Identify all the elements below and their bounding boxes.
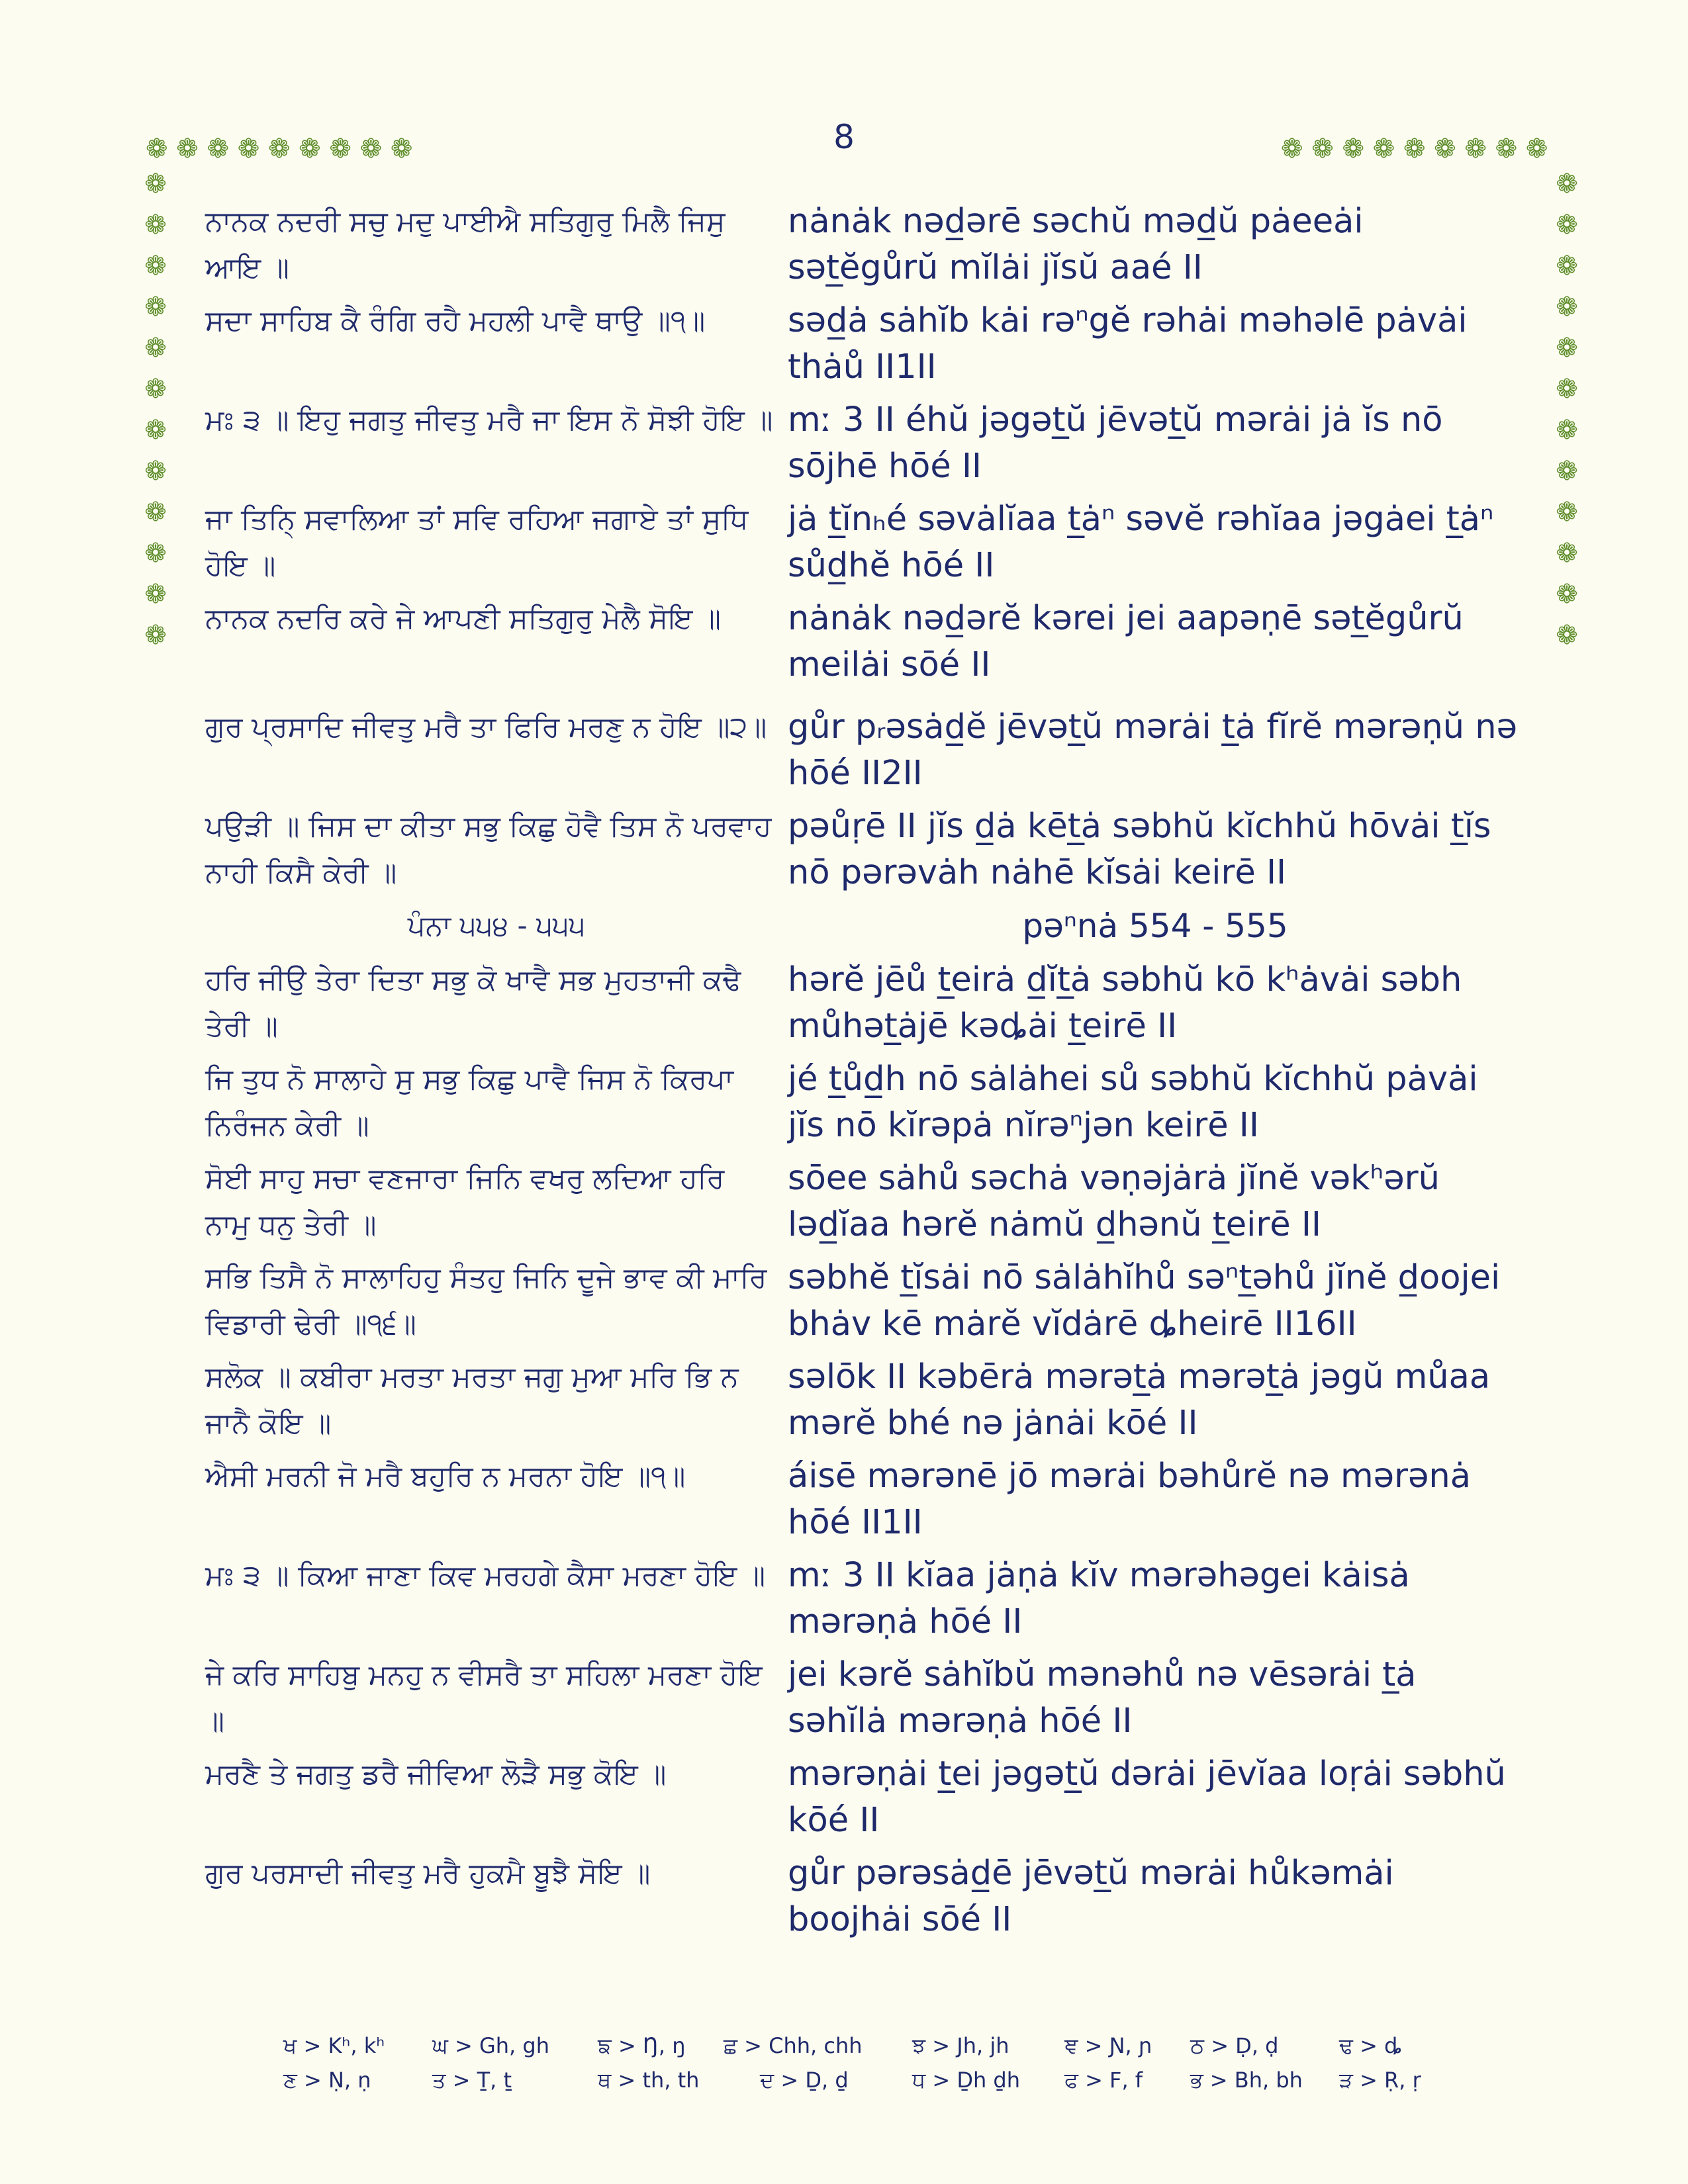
flower-icon: ❁ bbox=[144, 251, 167, 281]
legend-entry: ਦ > Ḏ, ḏ bbox=[760, 2068, 849, 2093]
flower-icon: ❁ bbox=[1372, 134, 1395, 164]
verse-gurmukhi: ਗੁਰ ਪ੍ਰਸਾਦਿ ਜੀਵਤੁ ਮਰੈ ਤਾ ਫਿਰਿ ਮਰਣੁ ਨ ਹੋਇ ॥੨॥ bbox=[205, 711, 767, 744]
flower-icon: ❁ bbox=[1403, 134, 1426, 164]
verse-gurmukhi: ਗੁਰ ਪਰਸਾਦੀ ਜੀਵਤੁ ਮਰੈ ਹੁਕਮੈ ਬੂਝੈ ਸੋਇ ॥ bbox=[205, 1857, 651, 1890]
verse-transliteration: pəůṛē II jĭs d̲ȧ kēt̲ȧ səbhŭ kĭchhŭ hōvȧi t̲ĭs nō pərəvȧh nȧhē kĭsȧi keirē II bbox=[788, 807, 1491, 892]
verse-row bbox=[205, 1751, 1523, 1844]
flower-icon: ❁ bbox=[144, 620, 167, 651]
flower-ornament-top-left bbox=[146, 136, 412, 162]
verse-row bbox=[205, 1553, 1523, 1645]
flower-icon: ❁ bbox=[144, 374, 167, 404]
verse-transliteration: jé t̲ůd̲h nō sȧlȧhei sů səbhŭ kĭchhŭ pȧvȧi jĭs nō kĭrəpȧ nĭrəⁿjən keirē II bbox=[788, 1060, 1478, 1145]
verse-gurmukhi: ਸਦਾ ਸਾਹਿਬ ਕੈ ਰੰਗਿ ਰਹੈ ਮਹਲੀ ਪਾਵੈ ਥਾਉ ॥੧॥ bbox=[205, 304, 706, 338]
flower-icon: ❁ bbox=[1556, 538, 1578, 569]
verse-transliteration: hərĕ jēů t̲eirȧ d̲ĭt̲ȧ səbhŭ kō kʰȧvȧi səbh můhət̲ȧjē kəȡȧi t̲eirē II bbox=[788, 960, 1462, 1046]
legend-entry: ਢ > ȡ bbox=[1339, 2033, 1402, 2058]
flower-icon: ❁ bbox=[144, 333, 167, 363]
flower-icon: ❁ bbox=[1556, 415, 1578, 445]
transliteration-legend bbox=[283, 2028, 1438, 2097]
legend-entry: ਞ > Ɲ, ɲ bbox=[1064, 2033, 1152, 2058]
legend-entry: ਫ > F, f bbox=[1064, 2068, 1143, 2093]
verse-row bbox=[205, 1354, 1523, 1447]
flower-icon: ❁ bbox=[1342, 134, 1364, 164]
verse-row bbox=[205, 1453, 1523, 1546]
verse-gurmukhi: ਸੋਈ ਸਾਹੁ ਸਚਾ ਵਣਜਾਰਾ ਜਿਨਿ ਵਖਰੁ ਲਦਿਆ ਹਰਿ ਨਾਮੁ ਧਨੁ ਤੇਰੀ ॥ bbox=[205, 1162, 725, 1242]
verse-gurmukhi: ਮਃ ੩ ॥ ਕਿਆ ਜਾਣਾ ਕਿਵ ਮਰਹਗੇ ਕੈਸਾ ਮਰਣਾ ਹੋਇ ॥ bbox=[205, 1559, 766, 1592]
verse-gurmukhi: ਜੇ ਕਰਿ ਸਾਹਿਬੁ ਮਨਹੁ ਨ ਵੀਸਰੈ ਤਾ ਸਹਿਲਾ ਮਰਣਾ ਹੋਇ ॥ bbox=[205, 1659, 763, 1738]
flower-icon: ❁ bbox=[1464, 134, 1487, 164]
legend-entry: ਥ > th, th bbox=[598, 2068, 700, 2093]
flower-icon: ❁ bbox=[267, 134, 291, 164]
verse-row bbox=[205, 1255, 1523, 1347]
verse-transliteration: səbhĕ t̲ĭsȧi nō sȧlȧhĭhů səⁿt̲əhů jĭnĕ d̲oojei bhȧv kē mȧrĕ vĭdȧrē ȡheirē II16II bbox=[788, 1258, 1501, 1343]
flower-icon: ❁ bbox=[144, 169, 167, 199]
verse-gurmukhi: ਜਿ ਤੁਧ ਨੋ ਸਾਲਾਹੇ ਸੁ ਸਭੁ ਕਿਛੁ ਪਾਵੈ ਜਿਸ ਨੋ ਕਿਰਪਾ ਨਿਰੰਜਨ ਕੇਰੀ ॥ bbox=[205, 1063, 734, 1142]
verse-row bbox=[205, 199, 1523, 291]
flower-icon: ❁ bbox=[237, 134, 260, 164]
verse-transliteration: nȧnȧk nəd̲ərĕ kərei jei aapəṇē sət̲ĕgůrŭ meilȧi sōé II bbox=[788, 599, 1464, 684]
verse-row bbox=[205, 1156, 1523, 1248]
verse-row bbox=[205, 1056, 1523, 1149]
verse-gurmukhi: ਨਾਨਕ ਨਦਰੀ ਸਚੁ ਮਦੁ ਪਾਈਐ ਸਤਿਗੁਰੁ ਮਿਲੈ ਜਿਸੁ ਆਇ ॥ bbox=[205, 205, 726, 285]
verse-gurmukhi: ਜਾ ਤਿਨਿ੍ ਸਵਾਲਿਆ ਤਾਂ ਸਵਿ ਰਹਿਆ ਜਗਾਏ ਤਾਂ ਸੁਧਿ ਹੋਇ ॥ bbox=[205, 503, 749, 582]
legend-entry: ਘ > Gh, gh bbox=[432, 2033, 549, 2058]
flower-icon: ❁ bbox=[1311, 134, 1334, 164]
flower-icon: ❁ bbox=[1556, 620, 1578, 651]
verse-transliteration: gůr pərəsȧd̲ē jēvət̲ŭ mərȧi hůkəmȧi boojhȧi sōé II bbox=[788, 1854, 1394, 1939]
flower-icon: ❁ bbox=[1556, 210, 1578, 240]
flower-icon: ❁ bbox=[207, 134, 229, 164]
flower-ornament-left-column bbox=[142, 171, 169, 663]
flower-icon: ❁ bbox=[144, 292, 167, 322]
verse-transliteration: mː 3 II éhŭ jəgət̲ŭ jēvət̲ŭ mərȧi jȧ ĭs nō sōjhē hōé II bbox=[788, 400, 1443, 486]
flower-icon: ❁ bbox=[144, 415, 167, 445]
verse-gurmukhi: ਐਸੀ ਮਰਨੀ ਜੋ ਮਰੈ ਬਹੁਰਿ ਨ ਮਰਨਾ ਹੋਇ ॥੧॥ bbox=[205, 1460, 686, 1493]
flower-icon: ❁ bbox=[1556, 251, 1578, 281]
verse-row bbox=[205, 1850, 1523, 1943]
verse-row bbox=[205, 298, 1523, 390]
legend-entry: ਧ > Ḏh ḏh bbox=[912, 2068, 1021, 2093]
verse-gurmukhi: ਨਾਨਕ ਨਦਰਿ ਕਰੇ ਜੇ ਆਪਣੀ ਸਤਿਗੁਰੁ ਮੇਲੈ ਸੋਇ ॥ bbox=[205, 602, 722, 635]
flower-ornament-top-right bbox=[1281, 136, 1548, 162]
legend-entry: ਠ > Ḍ, ḍ bbox=[1190, 2033, 1279, 2058]
flower-icon: ❁ bbox=[144, 210, 167, 240]
verse-row bbox=[205, 803, 1523, 896]
flower-icon: ❁ bbox=[1556, 497, 1578, 527]
verse-transliteration: áisē mərənē jō mərȧi bəhůrĕ nə mərənȧ hōé II1II bbox=[788, 1457, 1471, 1542]
legend-row bbox=[283, 2063, 1438, 2097]
flower-icon: ❁ bbox=[1556, 579, 1578, 610]
flower-icon: ❁ bbox=[144, 497, 167, 527]
page-range-heading bbox=[205, 903, 1523, 949]
flower-icon: ❁ bbox=[1556, 456, 1578, 486]
legend-row bbox=[283, 2028, 1438, 2063]
flower-icon: ❁ bbox=[329, 134, 352, 164]
legend-entry: ਛ > Chh, chh bbox=[724, 2033, 863, 2058]
flower-icon: ❁ bbox=[1281, 134, 1303, 164]
page-range-transliteration: pəⁿnȧ 554 - 555 bbox=[1022, 907, 1288, 945]
verse-row bbox=[205, 596, 1523, 688]
flower-icon: ❁ bbox=[1556, 333, 1578, 363]
legend-entry: ੜ > Ṛ, ṛ bbox=[1339, 2068, 1421, 2093]
flower-icon: ❁ bbox=[1495, 134, 1518, 164]
verse-transliteration: gůr pᵣəsȧd̲ĕ jēvət̲ŭ mərȧi t̲ȧ fĭrĕ mərəṇŭ nə hōé II2II bbox=[788, 707, 1518, 793]
verse-gurmukhi: ਮਃ ੩ ॥ ਇਹੁ ਜਗਤੁ ਜੀਵਤੁ ਮਰੈ ਜਾ ਇਸ ਨੋ ਸੋਝੀ ਹੋਇ ॥ bbox=[205, 404, 773, 437]
flower-icon: ❁ bbox=[176, 134, 199, 164]
flower-icon: ❁ bbox=[1556, 169, 1578, 199]
page-range-gurmukhi: ਪੰਨਾ ੫੫੪ - ੫੫੫ bbox=[407, 909, 586, 942]
verse-row bbox=[205, 397, 1523, 490]
verse-gurmukhi: ਮਰਣੈ ਤੇ ਜਗਤੁ ਡਰੈ ਜੀਵਿਆ ਲੋੜੈ ਸਭੁ ਕੋਇ ॥ bbox=[205, 1758, 667, 1791]
verse-table bbox=[205, 199, 1523, 1950]
verse-transliteration: səd̲ȧ sȧhĭb kȧi rəⁿgĕ rəhȧi məhəlē pȧvȧi thȧů II1II bbox=[788, 301, 1468, 387]
legend-entry: ਤ > Ṯ, ṯ bbox=[432, 2068, 512, 2093]
flower-icon: ❁ bbox=[299, 134, 321, 164]
flower-ornament-right-column bbox=[1554, 171, 1580, 663]
verse-transliteration: mərəṇȧi t̲ei jəgət̲ŭ dərȧi jēvĭaa loṛȧi səbhŭ kōé II bbox=[788, 1754, 1506, 1840]
verse-gurmukhi: ਸਭਿ ਤਿਸੈ ਨੋ ਸਾਲਾਹਿਹੁ ਸੰਤਹੁ ਜਿਨਿ ਦੂਜੇ ਭਾਵ ਕੀ ਮਾਰਿ ਵਿਡਾਰੀ ਢੇਰੀ ॥੧੬॥ bbox=[205, 1261, 767, 1341]
flower-icon: ❁ bbox=[359, 134, 383, 164]
verse-row bbox=[205, 704, 1523, 797]
flower-icon: ❁ bbox=[144, 538, 167, 569]
verse-transliteration: nȧnȧk nəd̲ərē səchŭ məd̲ŭ pȧeeȧi sət̲ĕgůrŭ mĭlȧi jĭsŭ aaé II bbox=[788, 202, 1364, 287]
verse-transliteration: jȧ t̲ĭnₕé səvȧlĭaa t̲ȧⁿ səvĕ rəhĭaa jəgȧei t̲ȧⁿ sůd̲hĕ hōé II bbox=[788, 500, 1494, 585]
legend-entry: ਭ > Bh, bh bbox=[1190, 2068, 1303, 2093]
flower-icon: ❁ bbox=[144, 579, 167, 610]
flower-icon: ❁ bbox=[1525, 134, 1548, 164]
flower-icon: ❁ bbox=[1434, 134, 1456, 164]
verse-gurmukhi: ਸਲੋਕ ॥ ਕਬੀਰਾ ਮਰਤਾ ਮਰਤਾ ਜਗੁ ਮੁਆ ਮਰਿ ਭਿ ਨ ਜਾਨੈ ਕੋਇ ॥ bbox=[205, 1361, 739, 1440]
verse-row bbox=[205, 496, 1523, 589]
verse-transliteration: səlōk II kəbērȧ mərət̲ȧ mərət̲ȧ jəgŭ můaa mərĕ bhé nə jȧnȧi kōé II bbox=[788, 1357, 1491, 1443]
verse-row bbox=[205, 957, 1523, 1050]
page-number: 8 bbox=[833, 118, 855, 156]
legend-entry: ਝ > Jh, jh bbox=[912, 2033, 1009, 2058]
verse-transliteration: mː 3 II kĭaa jȧṇȧ kĭv mərəhəgei kȧisȧ mərəṇȧ hōé II bbox=[788, 1556, 1410, 1641]
flower-icon: ❁ bbox=[390, 134, 413, 164]
verse-transliteration: sōee sȧhů səchȧ vəṇəjȧrȧ jĭnĕ vəkʰərŭ ləd̲ĭaa hərĕ nȧmŭ d̲hənŭ t̲eirē II bbox=[788, 1159, 1440, 1244]
verse-transliteration: jei kərĕ sȧhĭbŭ mənəhů nə vēsərȧi t̲ȧ səhĭlȧ mərəṇȧ hōé II bbox=[788, 1655, 1417, 1741]
legend-entry: ਖ > Kʰ, kʰ bbox=[283, 2033, 385, 2058]
flower-icon: ❁ bbox=[146, 134, 168, 164]
verse-gurmukhi: ਹਰਿ ਜੀਉ ਤੇਰਾ ਦਿਤਾ ਸਭੁ ਕੋ ਖਾਵੈ ਸਭ ਮੁਹਤਾਜੀ ਕਢੈ ਤੇਰੀ ॥ bbox=[205, 964, 741, 1043]
verse-gurmukhi: ਪਉੜੀ ॥ ਜਿਸ ਦਾ ਕੀਤਾ ਸਭੁ ਕਿਛੁ ਹੋਵੈ ਤਿਸ ਨੋ ਪਰਵਾਹ ਨਾਹੀ ਕਿਸੈ ਕੇਰੀ ॥ bbox=[205, 810, 772, 889]
flower-icon: ❁ bbox=[1556, 374, 1578, 404]
legend-entry: ਙ > Ŋ, ŋ bbox=[598, 2033, 686, 2058]
legend-entry: ਣ > Ṇ, ṇ bbox=[283, 2068, 371, 2093]
flower-icon: ❁ bbox=[144, 456, 167, 486]
flower-icon: ❁ bbox=[1556, 292, 1578, 322]
verse-row bbox=[205, 1652, 1523, 1745]
